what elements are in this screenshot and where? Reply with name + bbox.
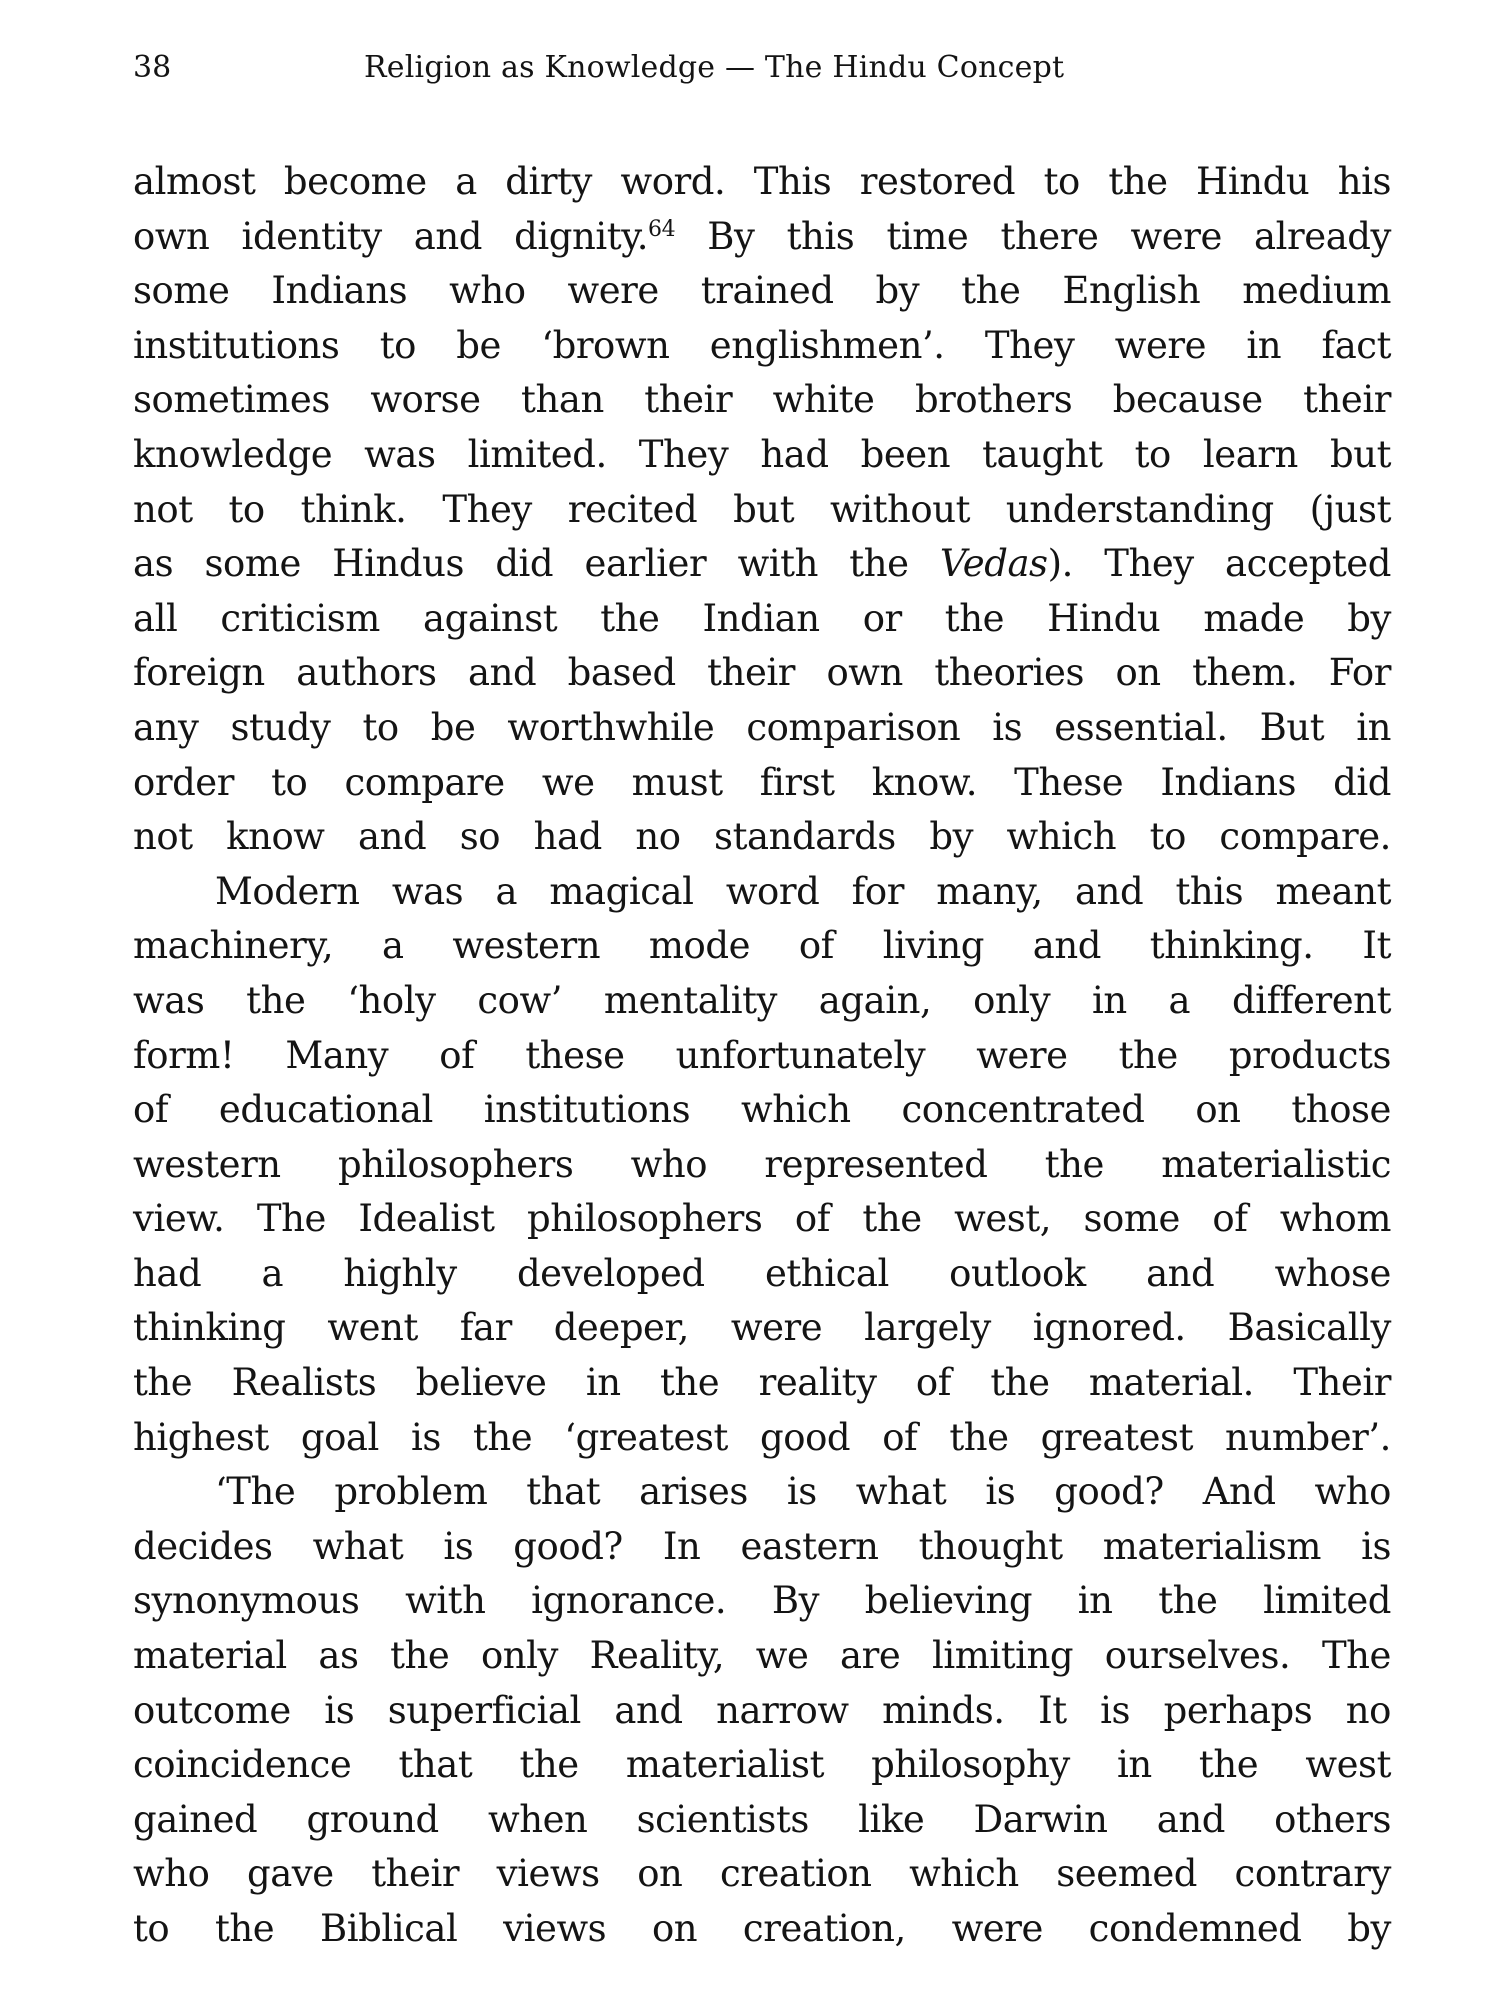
text-line: knowledge was limited. They had been taught to learn but	[133, 432, 1391, 476]
text-line: coincidence that the materialist philosophy in the west	[133, 1743, 1391, 1787]
text-line: order to compare we must first know. These Indians did	[133, 760, 1391, 804]
text-line: highest goal is the ‘greatest good of the greatest number’.	[133, 1415, 1391, 1459]
text-line: all criticism against the Indian or the Hindu made by	[133, 596, 1391, 640]
text-line: not to think. They recited but without understanding (just	[133, 487, 1391, 531]
text-line: the Realists believe in the reality of the material. Their	[133, 1361, 1391, 1405]
text-line: decides what is good? In eastern thought materialism is	[133, 1524, 1391, 1568]
text-line: gained ground when scientists like Darwin and others	[133, 1797, 1391, 1841]
text-line	[133, 210, 1391, 265]
text-line: foreign authors and based their own theories on them. For	[133, 651, 1391, 695]
text-line-part: as some Hindus did earlier with the	[133, 542, 940, 586]
page-number: 38	[133, 50, 172, 85]
running-title: Religion as Knowledge — The Hindu Concept	[364, 50, 1065, 85]
paragraph-start-line: ‘The problem that arises is what is good? And who	[215, 1470, 1391, 1514]
italic-term-vedas: Vedas	[939, 542, 1048, 586]
text-line: institutions to be ‘brown englishmen’. They were in fact	[133, 323, 1391, 367]
text-line: form! Many of these unfortunately were the products	[133, 1033, 1391, 1077]
text-line-part: ). They accepted	[1047, 542, 1391, 586]
text-line	[133, 537, 1391, 592]
page-header	[133, 44, 1173, 94]
text-line: was the ‘holy cow’ mentality again, only in a different	[133, 978, 1391, 1022]
text-line: almost become a dirty word. This restored to the Hindu his	[133, 160, 1391, 203]
text-line: to the Biblical views on creation, were condemned by	[133, 1907, 1391, 1950]
text-line: thinking went far deeper, were largely ignored. Basically	[133, 1306, 1391, 1350]
text-line: of educational institutions which concentrated on those	[133, 1088, 1391, 1132]
text-line: western philosophers who represented the materialistic	[133, 1142, 1391, 1186]
text-line: not know and so had no standards by which to compare.	[133, 815, 1391, 859]
footnote-ref-64: 64	[648, 216, 676, 242]
text-line: had a highly developed ethical outlook and whose	[133, 1251, 1391, 1295]
text-line: material as the only Reality, we are limiting ourselves. The	[133, 1634, 1391, 1678]
text-line-part: By this time there were already	[675, 214, 1391, 258]
body-text	[133, 155, 1391, 1957]
text-line: sometimes worse than their white brothers because their	[133, 378, 1391, 422]
text-line: view. The Idealist philosophers of the west, some of whom	[133, 1197, 1391, 1241]
text-line: synonymous with ignorance. By believing in the limited	[133, 1579, 1391, 1623]
paragraph-start-line: Modern was a magical word for many, and this meant	[215, 869, 1391, 913]
text-line: who gave their views on creation which seemed contrary	[133, 1852, 1391, 1896]
text-line: outcome is superficial and narrow minds. It is perhaps no	[133, 1688, 1391, 1732]
text-line: any study to be worthwhile comparison is essential. But in	[133, 705, 1391, 749]
text-line: some Indians who were trained by the English medium	[133, 269, 1391, 313]
text-line: machinery, a western mode of living and thinking. It	[133, 924, 1391, 968]
text-line-part: own identity and dignity.	[133, 214, 649, 258]
